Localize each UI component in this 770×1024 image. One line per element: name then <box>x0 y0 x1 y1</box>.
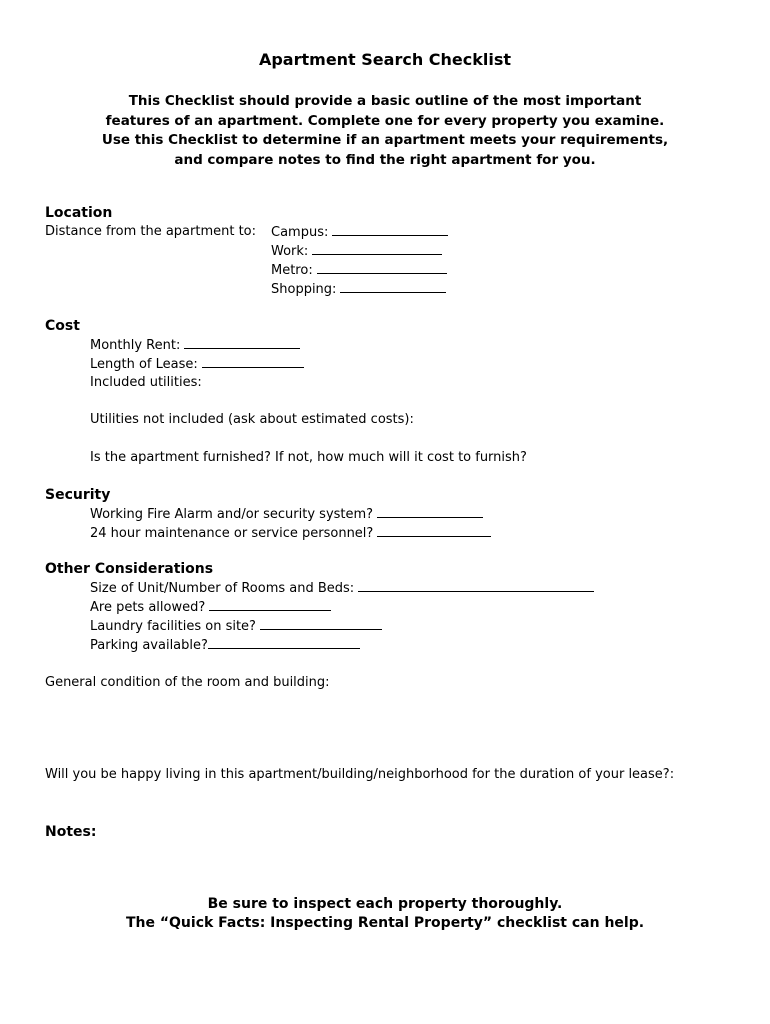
notes-heading: Notes: <box>45 824 97 840</box>
included-utilities-label: Included utilities: <box>90 375 202 390</box>
footer-note <box>0 895 770 933</box>
campus-field[interactable] <box>332 224 448 236</box>
pets-label: Are pets allowed? <box>90 600 206 615</box>
lease-length-row <box>90 356 304 373</box>
work-row <box>271 243 442 260</box>
monthly-rent-row <box>90 337 300 354</box>
monthly-rent-label: Monthly Rent: <box>90 338 181 353</box>
happy-living-question: Will you be happy living in this apartment/building/neighborhood for the duration of your lease?: <box>45 767 675 782</box>
footer-line: The “Quick Facts: Inspecting Rental Property” checklist can help. <box>125 915 645 931</box>
shopping-label: Shopping: <box>271 282 337 297</box>
pets-row <box>90 599 331 616</box>
unit-size-label: Size of Unit/Number of Rooms and Beds: <box>90 581 355 596</box>
maintenance-field[interactable] <box>377 525 491 537</box>
laundry-field[interactable] <box>260 618 382 630</box>
fire-alarm-row <box>90 506 483 523</box>
location-lead: Distance from the apartment to: <box>45 224 257 239</box>
laundry-row <box>90 618 382 635</box>
metro-field[interactable] <box>317 262 447 274</box>
shopping-row <box>271 281 446 298</box>
cost-heading: Cost <box>45 318 80 334</box>
intro-line: and compare notes to find the right apartment for you. <box>174 151 596 168</box>
monthly-rent-field[interactable] <box>184 337 300 349</box>
other-considerations-heading: Other Considerations <box>45 561 214 577</box>
footer-line: Be sure to inspect each property thoroughly. <box>207 896 563 912</box>
location-heading: Location <box>45 205 113 221</box>
intro-line: Use this Checklist to determine if an apartment meets your requirements, <box>101 132 669 148</box>
laundry-label: Laundry facilities on site? <box>90 619 256 634</box>
lease-length-field[interactable] <box>202 356 304 368</box>
intro-line: features of an apartment. Complete one for every property you examine. <box>105 112 665 129</box>
fire-alarm-field[interactable] <box>377 506 483 518</box>
metro-row <box>271 262 447 279</box>
parking-label: Parking available? <box>90 638 208 653</box>
document-title: Apartment Search Checklist <box>258 50 512 69</box>
work-label: Work: <box>271 244 309 259</box>
unit-size-field[interactable] <box>358 580 594 592</box>
security-heading: Security <box>45 487 111 503</box>
campus-row <box>271 224 448 241</box>
maintenance-row <box>90 525 491 542</box>
furnished-question: Is the apartment furnished? If not, how much will it cost to furnish? <box>90 450 527 465</box>
maintenance-label: 24 hour maintenance or service personnel? <box>90 526 374 541</box>
lease-length-label: Length of Lease: <box>90 357 198 372</box>
general-condition-label: General condition of the room and building: <box>45 675 330 690</box>
parking-field[interactable] <box>208 637 360 649</box>
utilities-not-included-label: Utilities not included (ask about estimated costs): <box>90 412 414 427</box>
unit-size-row <box>90 580 594 597</box>
metro-label: Metro: <box>271 263 313 278</box>
work-field[interactable] <box>312 243 442 255</box>
campus-label: Campus: <box>271 225 329 240</box>
intro-paragraph <box>0 92 770 170</box>
parking-row <box>90 637 360 654</box>
fire-alarm-label: Working Fire Alarm and/or security system? <box>90 507 374 522</box>
shopping-field[interactable] <box>340 281 446 293</box>
pets-field[interactable] <box>209 599 331 611</box>
intro-line: This Checklist should provide a basic outline of the most important <box>128 93 642 109</box>
